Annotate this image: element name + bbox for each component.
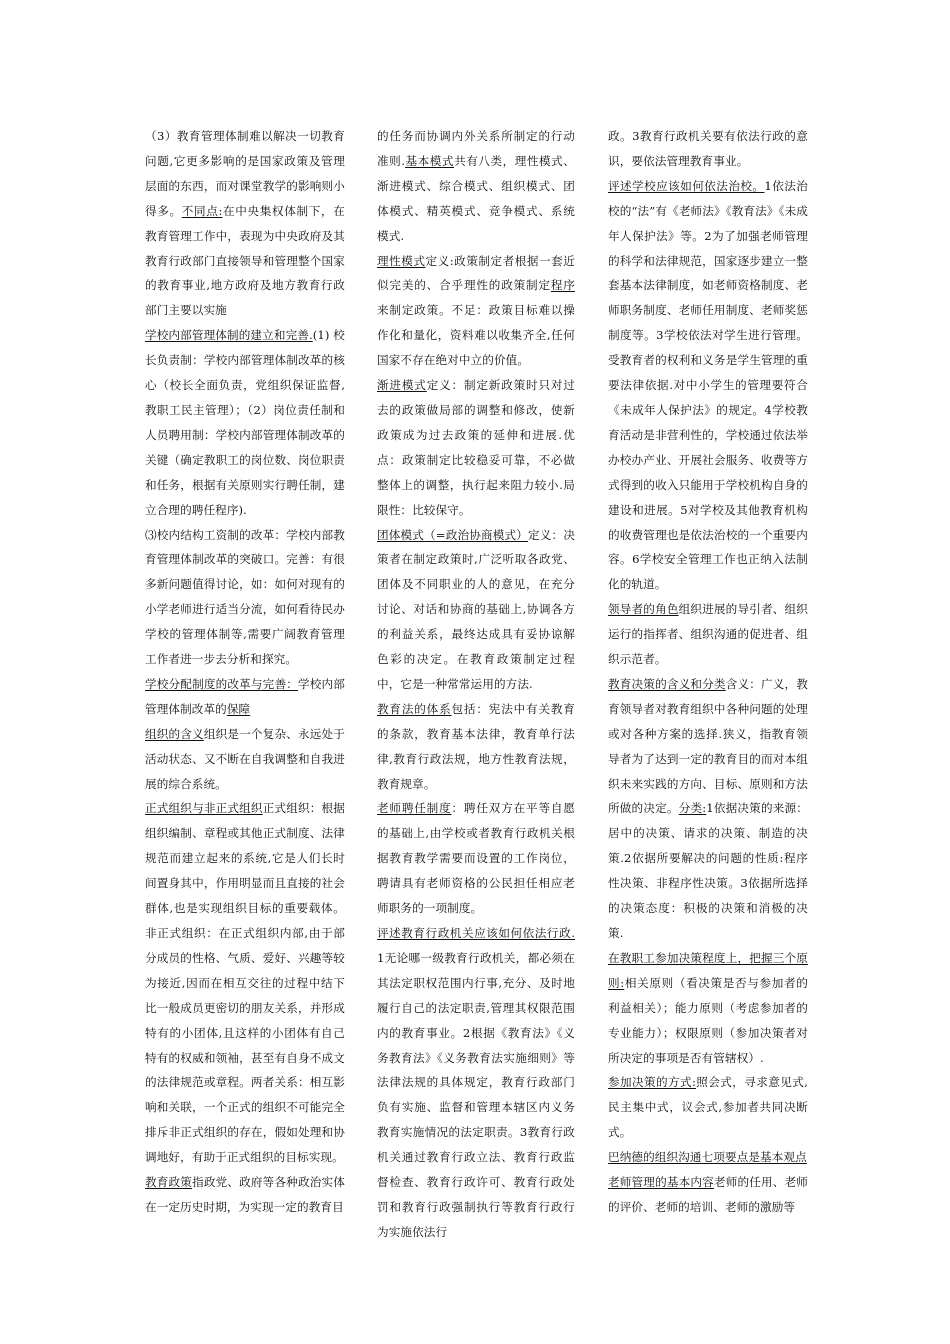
body-text: 定义：制定新政策时只对过去的政策做局部的调整和修改，使新政策成为过去政策的延伸和进展.优点：政策制定比较稳妥可靠，不必做整体上的调整，执行起来阻力较小.局限性：比较保守。 [377,378,575,517]
paragraph [608,1170,808,1220]
body-text: 包括：宪法中有关教育的条款，教育基本法律，教育单行法律,教育行政法规，地方性教育法规，教育规章。 [377,701,575,791]
body-text: 含义：广义，教育领导者对教育组织中各种问题的处理或对各种方案的选择.狭义，指教育领导者为了达到一定的教育目的而对本组织未来实践的方向、目标、原则和方法所做的决定。 [608,676,808,816]
body-text: 正式组织：根据组织编制、章程或其他正式制度、法律规范而建立起来的系统,它是人们长时间置身其中，作用明显而且直接的社会群体,也是实现组织目标的重要载体。非正式组织：在正式组织内部,由于部分成员的性格、气质、爱好、兴趣等较为接近,因而在相互交往的过程中结下比一般成员更密切的朋友关系，并形成特有的小团体,且这样的小团体有自己特有的权威和领袖，甚至有自身不成文的法律规范或章程。两者关系：相互影响和关联，一个正式的组织不可能完全排斥非正式组织的存在，假如处理和协调地好，有助于正式组织的目标实现。 [145,801,345,1165]
paragraph [377,249,575,374]
paragraph [145,523,345,672]
underlined-heading: 团体模式（=政治协商模式） [377,527,529,542]
body-text: （3）教育管理体制难以解决一切教育问题,它更多影响的是国家政策及管理层面的东西，而对课堂教学的影响则小得多。 [145,129,345,218]
body-text: 老师的任用、老师的评价、老师的培训、老师的激励等 [608,1175,808,1214]
body-text: 1无论哪一级教育行政机关，都必须在其法定职权范围内行事,充分、及时地履行自己的法定职责,管理其权限范围内的教育事业。2根据《教育法》《义务教育法》《义务教育法实施细则》等法律法规的具体规定，教育行政部门负有实施、监督和管理本辖区内义务教育实施情况的法定职责。3教育行政机关通过教育行政立法、教育行政监督检查、教育行政许可、教育行政处罚和教育行政强制执行等教育行政行为实施依法行 [377,950,575,1239]
paragraph [145,323,345,522]
paragraph [145,796,345,1170]
body-text: 政。3教育行政机关要有依法行政的意识，要依法管理教育事业。 [608,129,808,168]
body-text: ⑶校内结构工资制的改革：学校内部教育管理体制改革的突破口。完善：有很多新问题值得讨论，如：如何对现有的小学老师进行适当分流，如何看待民办学校的管理体制等,需要广阔教育管理工作者进一步去分析和探究。 [145,527,345,667]
text-column-right [608,124,808,1220]
paragraph [608,174,808,597]
underlined-heading: 参加决策的方式: [608,1075,696,1090]
paragraph [377,124,575,249]
underlined-heading: 学校内部管理体制的建立和完善. [145,328,313,343]
underlined-heading: 老师聘任制度 [377,801,452,816]
body-text: (1) 校长负责制：学校内部管理体制改革的核心（校长全面负责，党组织保证监督,教职工民主管理）；（2）岗位责任制和人员聘用制：学校内部管理体制改革的关键（确定教职工的岗位数、岗位职责和任务，根据有关原则实行聘任制，建立合理的聘任程序). [145,328,346,517]
underlined-heading: 老师管理的基本内容 [608,1175,714,1190]
underlined-heading: 评述学校应该如何依法治校。 [608,178,765,193]
underlined-heading: 理性模式 [377,253,426,268]
underlined-heading: 程序 [550,278,576,293]
underlined-heading: 教育政策 [145,1175,193,1190]
underlined-heading: 正式组织与非正式组织 [145,801,263,816]
underlined-heading: 教育决策的含义和分类 [608,676,726,691]
body-text: 定义：决策者在制定政策时,广泛听取各政党、团体及不同职业的人的意见，在充分讨论、对话和协商的基础上,协调各方的利益关系，最终达成具有妥协谅解色彩的决定。在教育政策制定过程中，它是一种常常运用的方法. [377,527,576,691]
body-text: 组织是一个复杂、永远处于活动状态、又不断在自我调整和自我进展的综合系统。 [145,726,345,791]
body-text: 的任务而协调内外关系所制定的行动准则. [377,129,575,168]
text-column-middle [377,124,575,1245]
body-text: 在中央集权体制下，在教育管理工作中，表现为中央政府及其教育行政部门直接领导和管理整个国家的教育事业,地方政府及地方教育行政部门主要以实施 [145,203,345,318]
paragraph [377,796,575,921]
paragraph [608,597,808,672]
paragraph [377,523,575,697]
paragraph [145,124,345,323]
text-column-left [145,124,345,1220]
paragraph [377,921,575,1245]
paragraph [145,672,345,722]
underlined-heading: 渐进模式 [377,378,427,393]
body-text: 相关原则（看决策是否与参加者的利益相关）；能力原则（考虑参加者的专业能力）；权限原则（参加决策者对所决定的事项是否有管辖权）. [608,975,808,1065]
body-text: ：聘任双方在平等自愿的基础上,由学校或者教育行政机关根据教育教学需要而设置的工作岗位，聘请具有老师资格的公民担任相应老师职务的一项制度。 [377,801,575,916]
body-text: 来制定政策。不足：政策目标难以操作化和量化，资料难以收集齐全,任何国家不存在绝对中立的价值。 [377,303,575,368]
body-text: 指政党、政府等各种政治实体在一定历史时期，为实现一定的教育目 [145,1175,345,1214]
paragraph [377,373,575,522]
paragraph [608,946,808,1071]
body-text: 1依据决策的来源：居中的决策、请求的决策、制造的决策.2依据所要解决的问题的性质:程序性决策、非程序性决策。3依据所选择的决策态度：积极的决策和消极的决策. [608,801,808,940]
underlined-heading: 不同点: [181,203,223,218]
body-text: 共有八类，理性模式、渐进模式、综合模式、组织模式、团体模式、精英模式、竞争模式、系统模式. [377,153,575,243]
paragraph [145,1170,345,1220]
paragraph [608,672,808,946]
paragraph [608,124,808,174]
paragraph [377,697,575,797]
underlined-heading: 分类: [678,801,707,816]
paragraph [145,722,345,797]
paragraph [608,1145,808,1170]
underlined-heading: 教育法的体系 [377,701,452,716]
underlined-heading: 巴纳德的组织沟通七项要点是基本观点 [608,1150,807,1165]
body-text: 组织进展的导引者、组织运行的指挥者、组织沟通的促进者、组织示范者。 [608,602,808,667]
underlined-heading: 保障 [226,701,251,716]
underlined-heading: 基本模式 [405,153,455,168]
underlined-heading: 评述教育行政机关应该如何依法行政. [377,926,575,940]
body-text: 1依法治校的“法”有《老师法》《教育法》《未成年人保护法》等。2为了加强老师管理的科学和法律规范，国家逐步建立一整套基本法律制度，如老师资格制度、老师职务制度、老师任用制度、老师奖惩制度等。3学校依法对学生进行管理。受教育者的权利和义务是学生管理的重要法律依据.对中小学生的管理要符合《未成年人保护法》的规定。4学校教育活动是非营利性的，学校通过依法举办校办产业、开展社会服务、收费等方式得到的收入只能用于学校机构自身的建设和进展。5对学校及其他教育机构的收费管理也是依法治校的一个重要内容。6学校安全管理工作也正纳入法制化的轨道。 [608,178,808,592]
paragraph [608,1070,808,1145]
body-text: 学校内部管理体制改革的 [145,676,345,716]
underlined-heading: 在教职工参加决策程度上，把握三个原则: [608,950,808,990]
body-text: 照会式，寻求意见式,民主集中式，议会式,参加者共同决断式。 [608,1075,808,1140]
body-text: 定义:政策制定者根据一套近似完美的、合乎理性的政策制定 [377,253,575,293]
underlined-heading: 组织的含义 [145,726,204,741]
underlined-heading: 领导者的角色 [608,602,679,617]
underlined-heading: 学校分配制度的改革与完善： [145,676,298,691]
